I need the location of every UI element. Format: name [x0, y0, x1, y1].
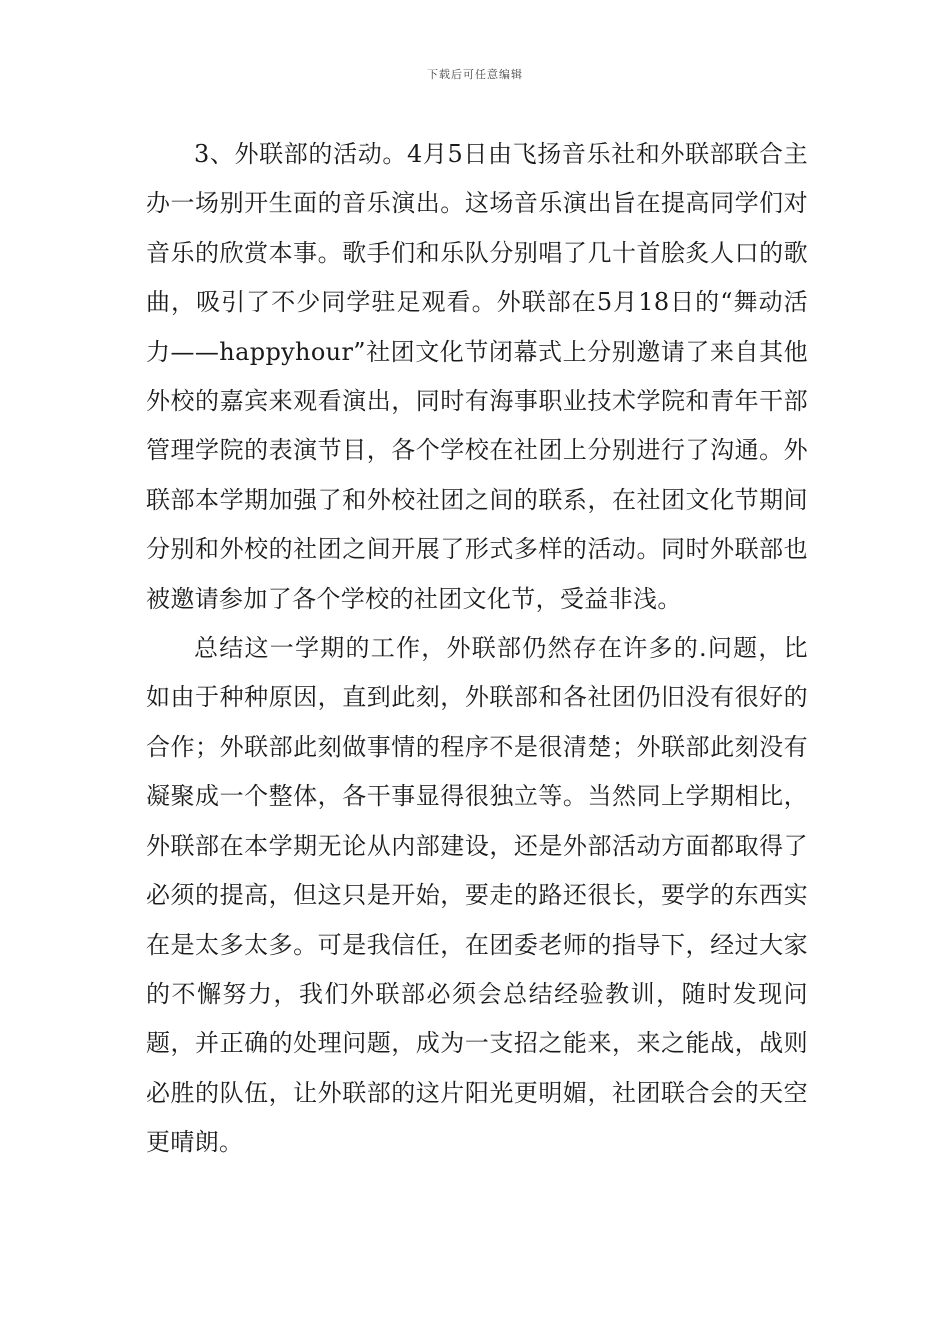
page-header-note: 下载后可任意编辑	[427, 68, 523, 81]
paragraph-summary: 总结这一学期的工作，外联部仍然存在许多的.问题，比如由于种种原因，直到此刻，外联部和各社团仍旧没有很好的合作；外联部此刻做事情的程序不是很清楚；外联部此刻没有凝聚成一个整体，各干事显得很独立等。当然同上学期相比，外联部在本学期无论从内部建设，还是外部活动方面都取得了必须的提高，但这只是开始，要走的路还很长，要学的东西实在是太多太多。可是我信任，在团委老师的指导下，经过大家的不懈努力，我们外联部必须会总结经验教训，随时发现问题，并正确的处理问题，成为一支招之能来，来之能战，战则必胜的队伍，让外联部的这片阳光更明媚，社团联合会的天空更晴朗。	[146, 634, 808, 1157]
document-body	[146, 130, 808, 1168]
paragraph-activities: 3、外联部的活动。4月5日由飞扬音乐社和外联部联合主办一场别开生面的音乐演出。这场音乐演出旨在提高同学们对音乐的欣赏本事。歌手们和乐队分别唱了几十首脍炙人口的歌曲，吸引了不少同学驻足观看。外联部在5月18日的“舞动活力——happyhour”社团文化节闭幕式上分别邀请了来自其他外校的嘉宾来观看演出，同时有海事职业技术学院和青年干部管理学院的表演节目，各个学校在社团上分别进行了沟通。外联部本学期加强了和外校社团之间的联系，在社团文化节期间分别和外校的社团之间开展了形式多样的活动。同时外联部也被邀请参加了各个学校的社团文化节，受益非浅。	[146, 140, 808, 613]
